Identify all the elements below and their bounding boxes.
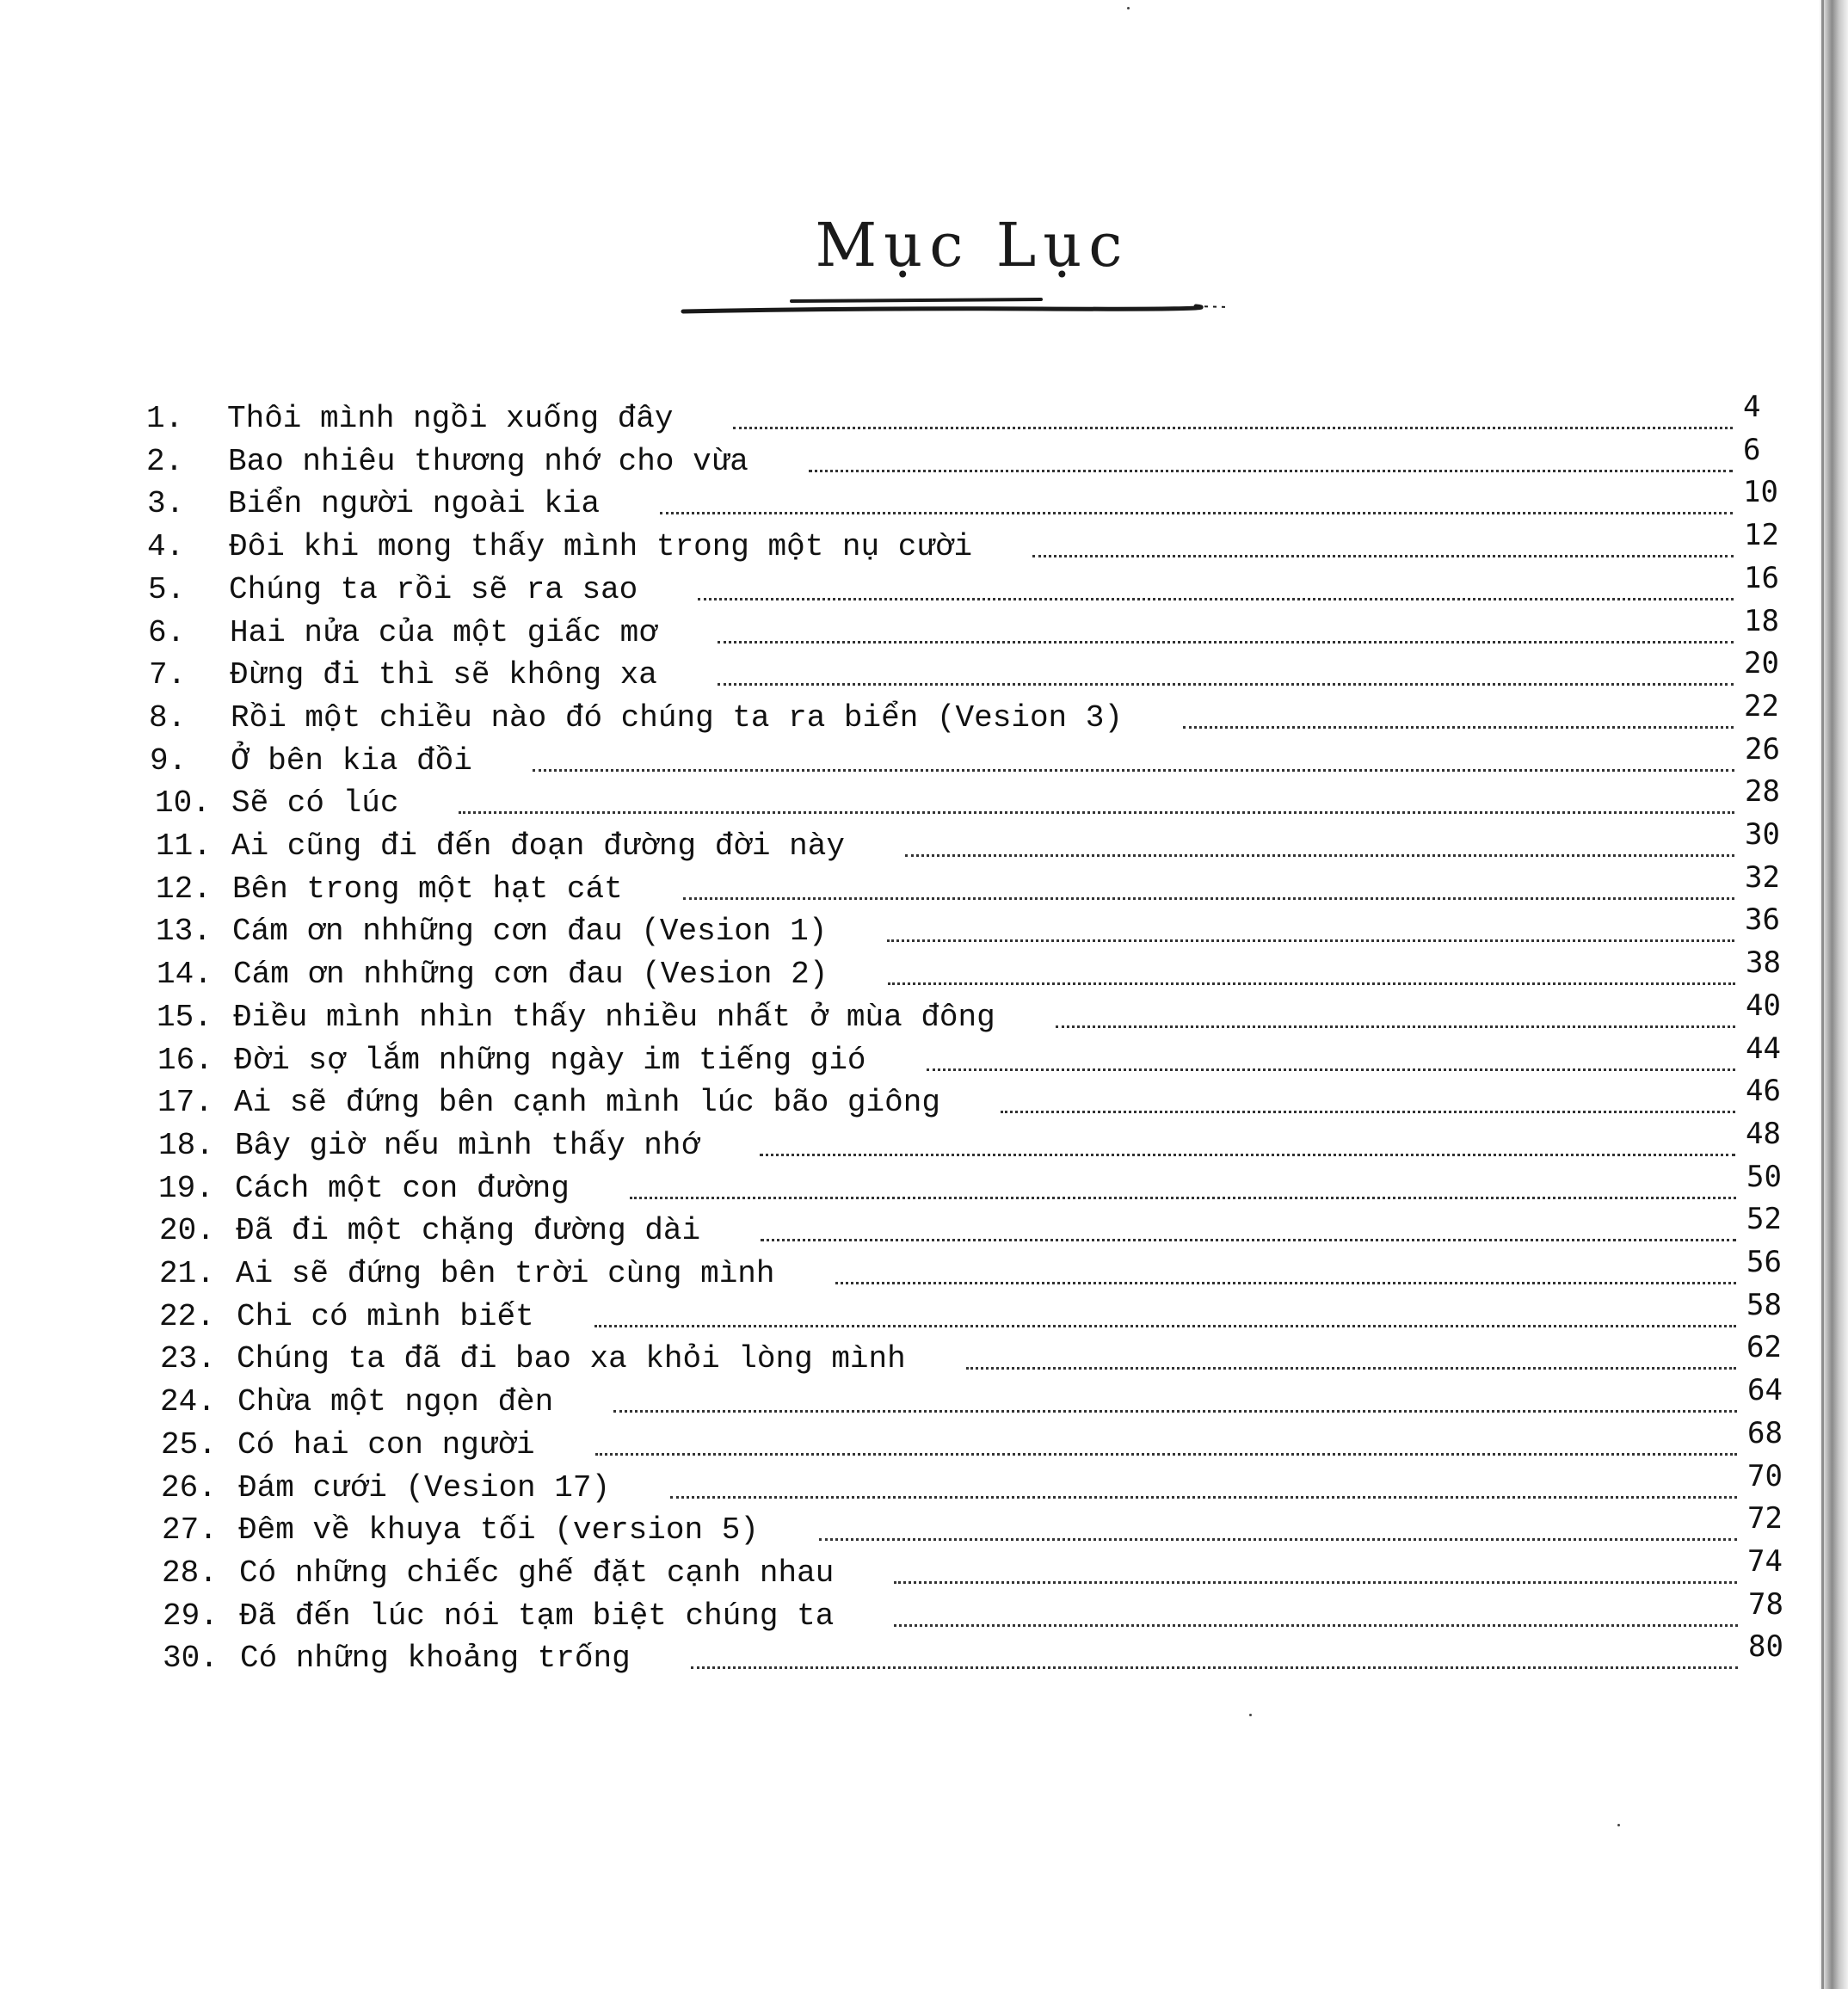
- toc-entry-title: Ai sẽ đứng bên cạnh mình lúc bão giông: [234, 1085, 940, 1121]
- toc-entry-number: 30.: [163, 1641, 219, 1677]
- toc-entry-title: Có những chiếc ghế đặt cạnh nhau: [239, 1555, 835, 1591]
- toc-entry: [0, 731, 1848, 783]
- toc-entry-number: 1.: [146, 401, 184, 436]
- toc-entry: [0, 1159, 1848, 1210]
- toc-entry-page-number: 74: [1747, 1543, 1783, 1579]
- toc-entry-number: 10.: [155, 785, 211, 822]
- toc-entry-title: Cám ơn nhhững cơn đau (Vesion 2): [233, 957, 829, 993]
- toc-entry: [0, 774, 1848, 825]
- toc-entry-number: 29.: [163, 1598, 219, 1634]
- toc-entry-page-number: 50: [1746, 1159, 1782, 1194]
- toc-entry: [0, 432, 1848, 483]
- toc-entry: [0, 560, 1848, 612]
- toc-entry-number: 17.: [157, 1085, 213, 1121]
- toc-entry-page-number: 80: [1748, 1629, 1783, 1665]
- toc-entry-dot-leader: [905, 851, 1734, 857]
- scan-speck: [1249, 1714, 1252, 1716]
- toc-entry: [0, 1458, 1848, 1510]
- toc-entry-dot-leader: [1001, 1107, 1735, 1113]
- toc-entry: [0, 646, 1848, 697]
- toc-entry-title: Đã đi một chặng đường dài: [236, 1213, 701, 1249]
- toc-entry-title: Cách một con đường: [235, 1170, 570, 1206]
- toc-entry: [0, 1586, 1848, 1638]
- toc-entry: [0, 1415, 1848, 1467]
- toc-entry: [0, 1330, 1848, 1381]
- toc-entry-number: 24.: [160, 1384, 216, 1420]
- toc-entry-dot-leader: [894, 1621, 1738, 1627]
- toc-entry-title: Đôi khi mong thấy mình trong một nụ cười: [229, 529, 973, 565]
- toc-entry-page-number: 30: [1745, 817, 1780, 852]
- toc-entry-title: Có những khoảng trống: [240, 1641, 631, 1677]
- toc-entry-dot-leader: [819, 1535, 1737, 1541]
- toc-entry-dot-leader: [809, 466, 1733, 472]
- toc-entry-title: Ở bên kia đồi: [231, 742, 472, 779]
- toc-entry-title: Biển người ngoài kia: [228, 486, 601, 522]
- toc-entry-title: Thôi mình ngồi xuống đây: [227, 401, 674, 436]
- toc-entry-number: 6.: [148, 614, 186, 650]
- toc-entry-page-number: 78: [1748, 1586, 1783, 1622]
- toc-entry-title: Rồi một chiều nào đó chúng ta ra biển (Vesion 3): [231, 699, 1123, 736]
- toc-entry-dot-leader: [966, 1364, 1736, 1370]
- toc-entry: [0, 902, 1848, 953]
- toc-entry-page-number: 58: [1746, 1287, 1782, 1322]
- toc-entry-dot-leader: [835, 1278, 1736, 1284]
- title-container: [654, 210, 1273, 280]
- toc-entry-title: Chúng ta đã đi bao xa khỏi lòng mình: [237, 1341, 906, 1377]
- toc-entry-page-number: 10: [1743, 475, 1778, 510]
- toc-entry: [0, 1543, 1848, 1595]
- toc-entry: [0, 1116, 1848, 1167]
- toc-entry: [0, 1202, 1848, 1253]
- toc-entry-number: 7.: [149, 657, 187, 693]
- toc-entry: [0, 945, 1848, 996]
- toc-entry-dot-leader: [630, 1193, 1736, 1199]
- toc-entry: [0, 1287, 1848, 1339]
- toc-entry-number: 18.: [158, 1127, 214, 1163]
- toc-entry-number: 8.: [149, 699, 187, 736]
- toc-entry-title: Đám cưới (Vesion 17): [238, 1469, 611, 1506]
- toc-entry-title: Bây giờ nếu mình thấy nhớ: [235, 1127, 700, 1163]
- toc-entry-page-number: 62: [1746, 1330, 1782, 1365]
- toc-entry-page-number: 70: [1747, 1458, 1783, 1493]
- toc-entry-page-number: 72: [1747, 1501, 1783, 1536]
- toc-entry-dot-leader: [888, 979, 1735, 985]
- toc-entry-dot-leader: [894, 1578, 1737, 1584]
- toc-entry-dot-leader: [1183, 723, 1734, 729]
- toc-entry: [0, 1629, 1848, 1680]
- toc-entry-number: 4.: [147, 529, 185, 565]
- toc-entry-page-number: 46: [1746, 1074, 1781, 1109]
- toc-entry: [0, 475, 1848, 526]
- toc-entry-dot-leader: [533, 766, 1734, 772]
- toc-entry: [0, 859, 1848, 911]
- toc-entry: [0, 390, 1848, 440]
- toc-entry-page-number: 26: [1745, 731, 1780, 767]
- toc-entry-page-number: 22: [1744, 688, 1779, 724]
- toc-entry: [0, 988, 1848, 1039]
- toc-entry-dot-leader: [718, 680, 1734, 686]
- toc-entry-page-number: 28: [1745, 774, 1780, 810]
- toc-entry-dot-leader: [594, 1321, 1736, 1327]
- toc-entry-title: Điều mình nhìn thấy nhiều nhất ở mùa đông: [233, 999, 995, 1035]
- toc-entry-page-number: 20: [1744, 646, 1779, 681]
- toc-entry-dot-leader: [683, 894, 1734, 900]
- toc-entry-title: Bao nhiêu thương nhớ cho vừa: [228, 443, 748, 479]
- toc-entry-number: 13.: [156, 914, 212, 950]
- toc-entry-dot-leader: [459, 808, 1734, 814]
- toc-entry-page-number: 36: [1745, 902, 1780, 938]
- toc-entry-page-number: 4: [1743, 390, 1761, 424]
- toc-entry-number: 23.: [160, 1341, 216, 1377]
- toc-entry-title: Chúng ta rồi sẽ ra sao: [229, 571, 638, 607]
- toc-entry-dot-leader: [691, 1663, 1738, 1669]
- toc-entry-title: Hai nửa của một giấc mơ: [230, 614, 657, 650]
- toc-entry-number: 27.: [162, 1512, 218, 1549]
- toc-entry-dot-leader: [670, 1493, 1737, 1499]
- toc-entry-dot-leader: [927, 1065, 1735, 1071]
- toc-entry-number: 16.: [157, 1042, 213, 1078]
- toc-entry-page-number: 56: [1746, 1245, 1782, 1279]
- toc-entry: [0, 1074, 1848, 1124]
- toc-entry-dot-leader: [718, 637, 1734, 644]
- toc-entry-title: Đêm về khuya tối (version 5): [238, 1512, 759, 1549]
- toc-entry-dot-leader: [1032, 551, 1734, 557]
- toc-entry-dot-leader: [1056, 1022, 1735, 1028]
- toc-entry-dot-leader: [887, 936, 1734, 942]
- toc-entry-number: 12.: [156, 871, 212, 907]
- title-underline: [680, 296, 1230, 315]
- toc-entry: [0, 1373, 1848, 1424]
- toc-entry-dot-leader: [613, 1407, 1737, 1413]
- toc-entry-number: 22.: [159, 1298, 215, 1334]
- toc-entry-page-number: 68: [1747, 1415, 1783, 1450]
- toc-entry-number: 19.: [158, 1170, 214, 1206]
- toc-entry-number: 2.: [146, 443, 184, 479]
- toc-entry-dot-leader: [760, 1150, 1735, 1156]
- toc-entry-title: Sẽ có lúc: [231, 785, 399, 822]
- toc-entry-number: 20.: [159, 1213, 215, 1249]
- toc-entry: [0, 518, 1848, 569]
- toc-entry-page-number: 44: [1746, 1031, 1781, 1066]
- toc-entry-page-number: 64: [1747, 1373, 1783, 1408]
- toc-entry-title: Cám ơn nhhững cơn đau (Vesion 1): [232, 914, 828, 950]
- toc-entry-page-number: 18: [1744, 603, 1779, 638]
- toc-entry-page-number: 32: [1745, 859, 1780, 895]
- scan-speck: [1617, 1824, 1620, 1826]
- toc-entry-page-number: 52: [1746, 1202, 1782, 1237]
- toc-entry-number: 15.: [157, 999, 213, 1035]
- toc-entry-page-number: 48: [1746, 1116, 1781, 1151]
- toc-entry-number: 9.: [150, 742, 188, 779]
- toc-entry: [0, 1031, 1848, 1082]
- toc-entry-number: 26.: [161, 1469, 217, 1506]
- toc-entry-title: Ai cũng đi đến đoạn đường đời này: [231, 828, 845, 864]
- toc-entry-page-number: 6: [1743, 432, 1761, 467]
- toc-entry-page-number: 40: [1746, 988, 1781, 1023]
- toc-entry-page-number: 38: [1746, 945, 1781, 981]
- toc-entry: [0, 688, 1848, 740]
- toc-entry-title: Đời sợ lắm những ngày im tiếng gió: [234, 1042, 866, 1078]
- toc-entry-page-number: 16: [1744, 560, 1779, 595]
- toc-entry-title: Chi có mình biết: [237, 1298, 534, 1334]
- toc-entry: [0, 1245, 1848, 1296]
- toc-entry-title: Chừa một ngọn đèn: [237, 1384, 554, 1420]
- toc-entry-dot-leader: [733, 423, 1733, 429]
- toc-entry-title: Bên trong một hạt cát: [232, 871, 623, 907]
- toc-entry-title: Có hai con người: [237, 1426, 535, 1462]
- toc-entry-number: 3.: [147, 486, 185, 522]
- toc-entry-dot-leader: [660, 508, 1733, 514]
- toc-entry-page-number: 12: [1744, 518, 1779, 553]
- toc-entry-number: 21.: [159, 1256, 215, 1291]
- toc-entry-number: 28.: [162, 1555, 218, 1591]
- toc-entry-number: 11.: [156, 828, 212, 864]
- toc-entry-title: Ai sẽ đứng bên trời cùng mình: [236, 1256, 775, 1291]
- scan-speck: [1127, 7, 1130, 9]
- toc-entry: [0, 1501, 1848, 1552]
- toc-entry-number: 14.: [157, 957, 213, 993]
- toc-entry-dot-leader: [595, 1450, 1737, 1456]
- toc-entry-title: Đã đến lúc nói tạm biệt chúng ta: [239, 1598, 835, 1634]
- toc-entry-number: 5.: [148, 571, 186, 607]
- toc-entry-dot-leader: [698, 594, 1734, 600]
- toc-entry: [0, 603, 1848, 655]
- toc-entry-dot-leader: [761, 1235, 1736, 1241]
- page-title: Mục Lục: [815, 210, 1130, 280]
- toc-entry: [0, 817, 1848, 868]
- toc-entry-number: 25.: [161, 1426, 217, 1462]
- toc-entry-title: Đừng đi thì sẽ không xa: [230, 657, 657, 693]
